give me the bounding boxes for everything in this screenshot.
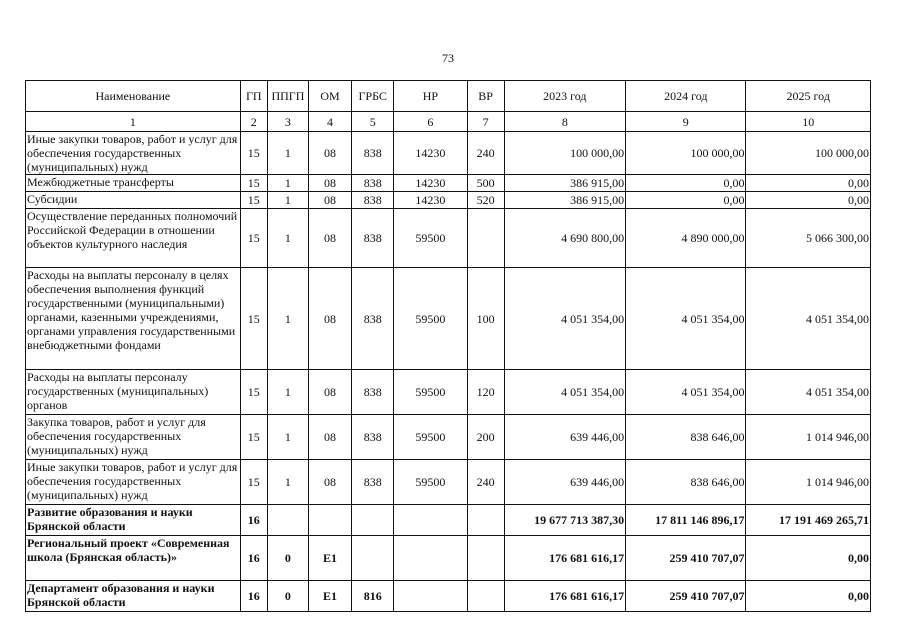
table-cell-2024: 0,00: [626, 192, 746, 209]
table-cell-2024: 838 646,00: [626, 460, 746, 505]
header-name: Наименование: [26, 81, 241, 112]
table-cell-vr: 120: [467, 370, 504, 415]
table-cell-om: 08: [308, 175, 351, 192]
table-cell-grbs: [352, 505, 394, 536]
table-row: [26, 209, 871, 268]
table-cell-name: Субсидии: [26, 192, 241, 209]
budget-table: [25, 80, 871, 612]
table-cell-grbs: 838: [352, 460, 394, 505]
table-cell-ppgp: 1: [267, 268, 308, 370]
table-cell-ppgp: 0: [267, 581, 308, 612]
column-number: 5: [352, 112, 394, 132]
table-cell-om: 08: [308, 370, 351, 415]
column-number: 3: [267, 112, 308, 132]
table-cell-nr: [394, 581, 467, 612]
table-header-row: [26, 81, 871, 112]
table-row: [26, 268, 871, 370]
column-number: 8: [504, 112, 625, 132]
table-cell-grbs: 838: [352, 192, 394, 209]
table-cell-name: Осуществление переданных полномочий Российской Федерации в отношении объектов культурного наследия: [26, 209, 241, 268]
table-cell-ppgp: 1: [267, 460, 308, 505]
table-cell-2023: 386 915,00: [504, 175, 625, 192]
table-cell-grbs: 838: [352, 415, 394, 460]
table-cell-name: Иные закупки товаров, работ и услуг для обеспечения государственных (муниципальных) нужд: [26, 132, 241, 175]
table-cell-grbs: 838: [352, 370, 394, 415]
column-number: 4: [308, 112, 351, 132]
table-cell-vr: 500: [467, 175, 504, 192]
table-cell-2024: 4 051 354,00: [626, 370, 746, 415]
table-cell-ppgp: 1: [267, 370, 308, 415]
table-cell-ppgp: 1: [267, 132, 308, 175]
table-cell-2025: 0,00: [746, 536, 871, 581]
table-cell-2023: 19 677 713 387,30: [504, 505, 625, 536]
table-cell-2025: 0,00: [746, 192, 871, 209]
table-cell-2024: 259 410 707,07: [626, 581, 746, 612]
table-cell-2023: 4 690 800,00: [504, 209, 625, 268]
table-row: [26, 581, 871, 612]
table-cell-name: Региональный проект «Современная школа (Брянская область)»: [26, 536, 241, 581]
table-cell-om: 08: [308, 415, 351, 460]
table-row: [26, 415, 871, 460]
table-cell-nr: [394, 536, 467, 581]
header-ppgp: ППГП: [267, 81, 308, 112]
table-cell-gp: 15: [240, 415, 267, 460]
table-cell-nr: 59500: [394, 460, 467, 505]
table-cell-2025: 0,00: [746, 175, 871, 192]
table-cell-name: Расходы на выплаты персоналу государственных (муниципальных) органов: [26, 370, 241, 415]
table-cell-2025: 5 066 300,00: [746, 209, 871, 268]
table-cell-gp: 16: [240, 505, 267, 536]
table-cell-gp: 15: [240, 460, 267, 505]
header-2023: 2023 год: [504, 81, 625, 112]
table-cell-gp: 15: [240, 192, 267, 209]
table-cell-nr: 59500: [394, 370, 467, 415]
table-cell-vr: [467, 536, 504, 581]
table-cell-grbs: 838: [352, 268, 394, 370]
table-cell-2023: 639 446,00: [504, 415, 625, 460]
table-cell-name: Межбюджетные трансферты: [26, 175, 241, 192]
table-cell-om: Е1: [308, 536, 351, 581]
table-cell-grbs: 838: [352, 209, 394, 268]
table-cell-2024: 100 000,00: [626, 132, 746, 175]
table-cell-nr: [394, 505, 467, 536]
table-cell-nr: 59500: [394, 268, 467, 370]
table-cell-2025: 100 000,00: [746, 132, 871, 175]
header-gp: ГП: [240, 81, 267, 112]
table-cell-2025: 1 014 946,00: [746, 460, 871, 505]
table-cell-grbs: [352, 536, 394, 581]
column-number: 9: [626, 112, 746, 132]
table-row: [26, 460, 871, 505]
table-cell-vr: 100: [467, 268, 504, 370]
table-cell-name: Расходы на выплаты персоналу в целях обеспечения выполнения функций государственными (муниципальными) органами, казенными учреждениями, органами управления государственными внебюджетными фондами: [26, 268, 241, 370]
table-cell-vr: 200: [467, 415, 504, 460]
table-cell-name: Развитие образования и науки Брянской области: [26, 505, 241, 536]
table-cell-2023: 176 681 616,17: [504, 536, 625, 581]
header-2025: 2025 год: [746, 81, 871, 112]
table-cell-om: Е1: [308, 581, 351, 612]
header-2024: 2024 год: [626, 81, 746, 112]
table-cell-2024: 259 410 707,07: [626, 536, 746, 581]
column-number: 2: [240, 112, 267, 132]
table-row: [26, 175, 871, 192]
table-cell-vr: 240: [467, 132, 504, 175]
table-cell-2024: 17 811 146 896,17: [626, 505, 746, 536]
table-cell-2024: 838 646,00: [626, 415, 746, 460]
table-cell-gp: 15: [240, 370, 267, 415]
table-cell-vr: [467, 505, 504, 536]
column-number: 6: [394, 112, 467, 132]
column-number: 10: [746, 112, 871, 132]
table-cell-om: [308, 505, 351, 536]
column-number: 7: [467, 112, 504, 132]
table-cell-gp: 15: [240, 132, 267, 175]
table-cell-nr: 59500: [394, 415, 467, 460]
table-cell-om: 08: [308, 192, 351, 209]
table-row: [26, 132, 871, 175]
table-cell-om: 08: [308, 132, 351, 175]
table-cell-2023: 100 000,00: [504, 132, 625, 175]
table-cell-grbs: 816: [352, 581, 394, 612]
table-cell-ppgp: [267, 505, 308, 536]
column-number: 1: [26, 112, 241, 132]
table-cell-vr: [467, 209, 504, 268]
table-cell-gp: 15: [240, 268, 267, 370]
table-row: [26, 505, 871, 536]
table-cell-2025: 17 191 469 265,71: [746, 505, 871, 536]
table-cell-2023: 4 051 354,00: [504, 268, 625, 370]
table-cell-vr: 240: [467, 460, 504, 505]
table-cell-nr: 59500: [394, 209, 467, 268]
table-cell-2025: 1 014 946,00: [746, 415, 871, 460]
table-cell-ppgp: 1: [267, 192, 308, 209]
header-om: ОМ: [308, 81, 351, 112]
table-cell-2024: 4 890 000,00: [626, 209, 746, 268]
table-cell-gp: 16: [240, 581, 267, 612]
header-vr: ВР: [467, 81, 504, 112]
page-number: 73: [442, 51, 454, 65]
table-cell-vr: 520: [467, 192, 504, 209]
table-cell-2024: 0,00: [626, 175, 746, 192]
table-cell-grbs: 838: [352, 175, 394, 192]
table-cell-2025: 0,00: [746, 581, 871, 612]
table-cell-nr: 14230: [394, 192, 467, 209]
table-cell-grbs: 838: [352, 132, 394, 175]
table-cell-2023: 639 446,00: [504, 460, 625, 505]
table-row: [26, 370, 871, 415]
table-cell-name: Департамент образования и науки Брянской области: [26, 581, 241, 612]
table-cell-ppgp: 1: [267, 209, 308, 268]
table-cell-om: 08: [308, 209, 351, 268]
table-cell-gp: 15: [240, 175, 267, 192]
column-number-row: [26, 112, 871, 132]
table-cell-gp: 15: [240, 209, 267, 268]
table-cell-vr: [467, 581, 504, 612]
table-cell-2024: 4 051 354,00: [626, 268, 746, 370]
table-cell-ppgp: 1: [267, 415, 308, 460]
table-cell-2023: 4 051 354,00: [504, 370, 625, 415]
table-row: [26, 536, 871, 581]
table-cell-nr: 14230: [394, 132, 467, 175]
table-cell-ppgp: 1: [267, 175, 308, 192]
table-cell-2023: 176 681 616,17: [504, 581, 625, 612]
table-cell-2025: 4 051 354,00: [746, 370, 871, 415]
header-grbs: ГРБС: [352, 81, 394, 112]
table-row: [26, 192, 871, 209]
table-cell-name: Закупка товаров, работ и услуг для обеспечения государственных (муниципальных) нужд: [26, 415, 241, 460]
table-cell-2025: 4 051 354,00: [746, 268, 871, 370]
table-cell-ppgp: 0: [267, 536, 308, 581]
header-nr: НР: [394, 81, 467, 112]
table-cell-2023: 386 915,00: [504, 192, 625, 209]
table-cell-om: 08: [308, 460, 351, 505]
table-cell-gp: 16: [240, 536, 267, 581]
table-cell-om: 08: [308, 268, 351, 370]
table-cell-name: Иные закупки товаров, работ и услуг для обеспечения государственных (муниципальных) нужд: [26, 460, 241, 505]
table-cell-nr: 14230: [394, 175, 467, 192]
